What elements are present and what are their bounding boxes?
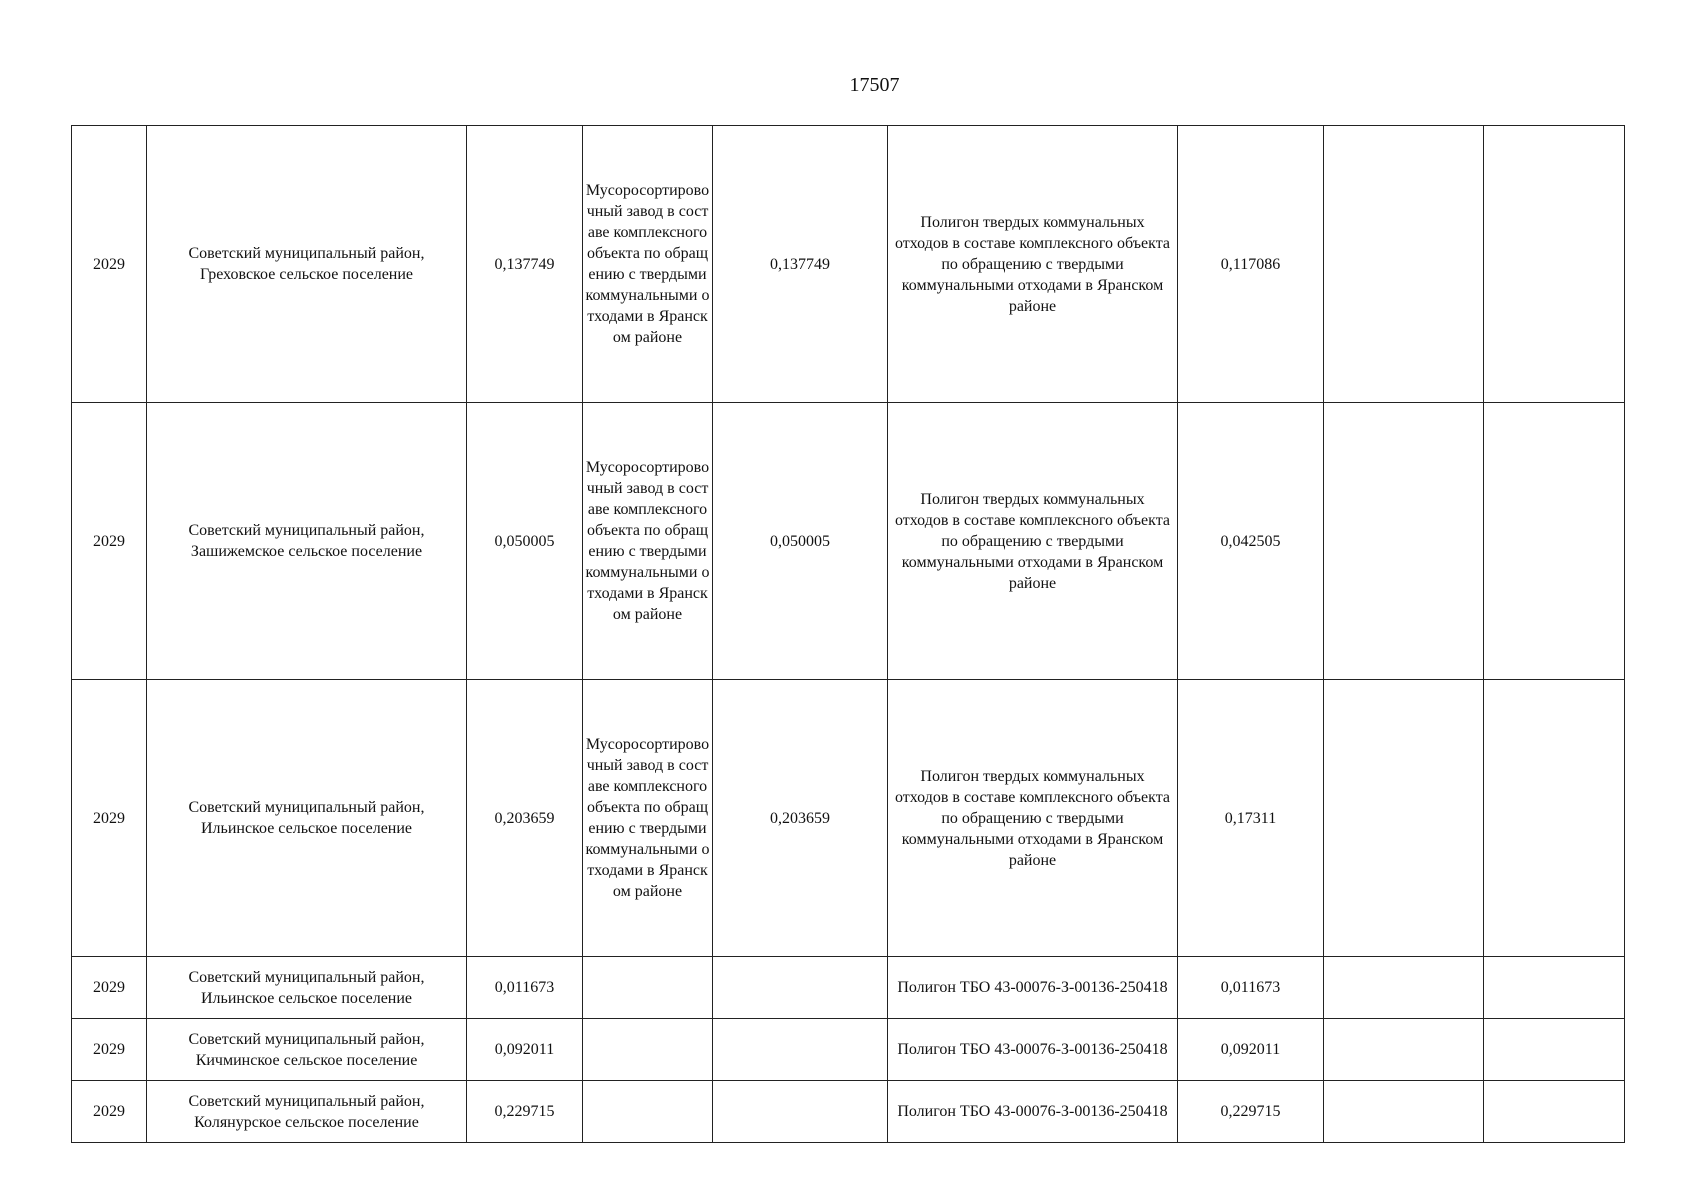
facility1-cell <box>583 957 713 1019</box>
territory-cell: Советский муниципальный район, Греховское сельское поселение <box>147 126 467 403</box>
value3-cell: 0,092011 <box>1178 1019 1324 1081</box>
territory-cell: Советский муниципальный район, Ильинское сельское поселение <box>147 680 467 957</box>
territory-cell: Советский муниципальный район, Колянурское сельское поселение <box>147 1081 467 1143</box>
data-table <box>71 125 1625 1143</box>
year-cell: 2029 <box>72 403 147 680</box>
value1-cell: 0,050005 <box>467 403 583 680</box>
empty-cell <box>1324 126 1484 403</box>
facility1-cell <box>583 1019 713 1081</box>
year-cell: 2029 <box>72 957 147 1019</box>
facility1-cell: Мусоросортировочный завод в составе комплексного объекта по обращению с твердыми коммунальными отходами в Яранском районе <box>583 403 713 680</box>
facility2-cell: Полигон ТБО 43-00076-З-00136-250418 <box>888 957 1178 1019</box>
year-cell: 2029 <box>72 680 147 957</box>
value2-cell: 0,137749 <box>713 126 888 403</box>
value3-cell: 0,011673 <box>1178 957 1324 1019</box>
empty-cell <box>1324 680 1484 957</box>
empty-cell <box>1484 126 1625 403</box>
empty-cell <box>1324 1081 1484 1143</box>
value1-cell: 0,229715 <box>467 1081 583 1143</box>
empty-cell <box>1484 403 1625 680</box>
value1-cell: 0,137749 <box>467 126 583 403</box>
year-cell: 2029 <box>72 1081 147 1143</box>
table-row <box>72 680 1625 957</box>
table-row <box>72 403 1625 680</box>
value2-cell: 0,050005 <box>713 403 888 680</box>
facility1-cell: Мусоросортировочный завод в составе комплексного объекта по обращению с твердыми коммунальными отходами в Яранском районе <box>583 680 713 957</box>
value2-cell <box>713 1081 888 1143</box>
value2-cell <box>713 957 888 1019</box>
facility1-cell: Мусоросортировочный завод в составе комплексного объекта по обращению с твердыми коммунальными отходами в Яранском районе <box>583 126 713 403</box>
empty-cell <box>1484 957 1625 1019</box>
empty-cell <box>1484 1019 1625 1081</box>
facility2-cell: Полигон ТБО 43-00076-З-00136-250418 <box>888 1019 1178 1081</box>
empty-cell <box>1324 403 1484 680</box>
value2-cell: 0,203659 <box>713 680 888 957</box>
table-row <box>72 126 1625 403</box>
value1-cell: 0,203659 <box>467 680 583 957</box>
year-cell: 2029 <box>72 126 147 403</box>
page-number: 17507 <box>849 74 900 96</box>
year-cell: 2029 <box>72 1019 147 1081</box>
territory-cell: Советский муниципальный район, Ильинское сельское поселение <box>147 957 467 1019</box>
facility2-cell: Полигон твердых коммунальных отходов в составе комплексного объекта по обращению с твердыми коммунальными отходами в Яранском районе <box>888 126 1178 403</box>
facility1-cell <box>583 1081 713 1143</box>
value1-cell: 0,092011 <box>467 1019 583 1081</box>
empty-cell <box>1484 680 1625 957</box>
table-body <box>72 126 1625 1143</box>
value3-cell: 0,042505 <box>1178 403 1324 680</box>
table-row <box>72 957 1625 1019</box>
empty-cell <box>1324 957 1484 1019</box>
table-row <box>72 1081 1625 1143</box>
value1-cell: 0,011673 <box>467 957 583 1019</box>
value2-cell <box>713 1019 888 1081</box>
table-row <box>72 1019 1625 1081</box>
value3-cell: 0,117086 <box>1178 126 1324 403</box>
facility2-cell: Полигон твердых коммунальных отходов в составе комплексного объекта по обращению с твердыми коммунальными отходами в Яранском районе <box>888 403 1178 680</box>
value3-cell: 0,229715 <box>1178 1081 1324 1143</box>
empty-cell <box>1484 1081 1625 1143</box>
value3-cell: 0,17311 <box>1178 680 1324 957</box>
empty-cell <box>1324 1019 1484 1081</box>
facility2-cell: Полигон ТБО 43-00076-З-00136-250418 <box>888 1081 1178 1143</box>
territory-cell: Советский муниципальный район, Кичминское сельское поселение <box>147 1019 467 1081</box>
facility2-cell: Полигон твердых коммунальных отходов в составе комплексного объекта по обращению с твердыми коммунальными отходами в Яранском районе <box>888 680 1178 957</box>
territory-cell: Советский муниципальный район, Зашижемское сельское поселение <box>147 403 467 680</box>
